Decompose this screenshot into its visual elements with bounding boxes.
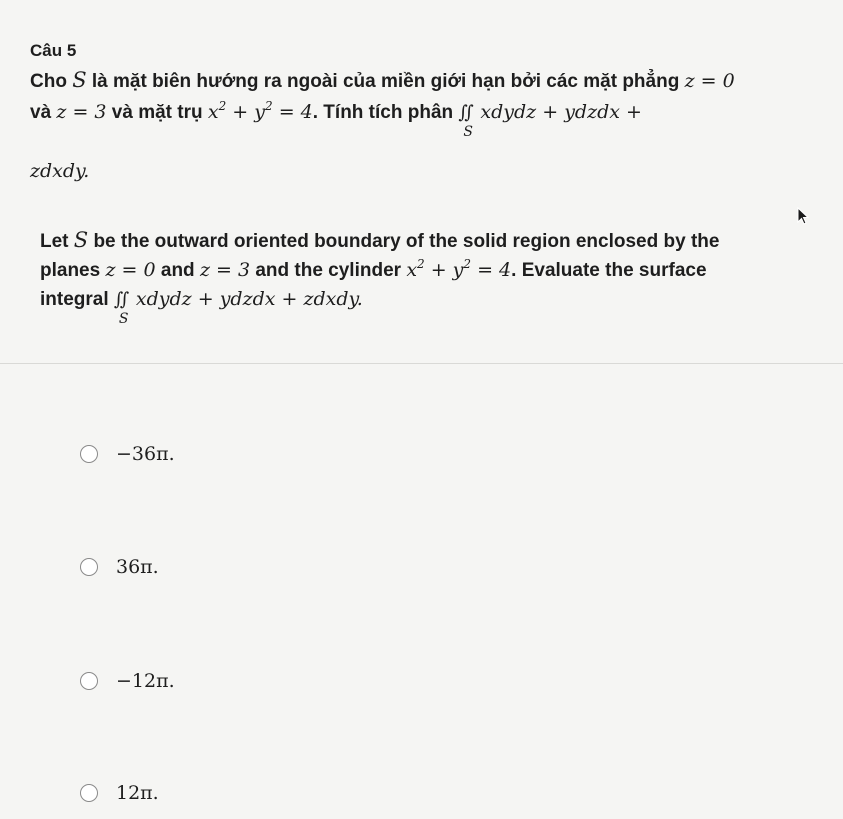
radio-button[interactable] [80, 445, 98, 463]
section-divider [0, 363, 843, 364]
question-vi-line-1: Cho S là mặt biên hướng ra ngoài của miền giới hạn bởi các mặt phẳng z = 0 [30, 68, 735, 92]
answer-option-3[interactable] [80, 670, 175, 692]
answer-option-label: 12π. [116, 782, 159, 804]
question-en-line-3: integral ∬ S xdydz + ydzdx + zdxdy. [40, 288, 363, 327]
surface-integral-symbol: ∬ S [113, 289, 130, 327]
answer-option-4[interactable] [80, 782, 159, 804]
answer-option-label: −36π. [116, 443, 175, 465]
question-en-line-1: Let S be the outward oriented boundary of the solid region enclosed by the [40, 228, 720, 252]
answer-option-label: 36π. [116, 556, 159, 578]
answer-option-1[interactable] [80, 443, 175, 465]
question-vi-line-2: và z = 3 và mặt trụ $x^2 + y^2 = 4$. Tính tích phân ∬ S xdydz + ydzdx + [30, 99, 642, 140]
question-en-line-2: planes z = 0 and z = 3 and the cylinder $x^2 + y^2 = 4$. Evaluate the surface [40, 257, 707, 281]
radio-button[interactable] [80, 672, 98, 690]
radio-button[interactable] [80, 558, 98, 576]
mouse-pointer-icon [796, 207, 810, 225]
question-vi-line-3: zdxdy. [30, 160, 90, 182]
answer-option-label: −12π. [116, 670, 175, 692]
question-number: Câu 5 [30, 41, 77, 60]
radio-button[interactable] [80, 784, 98, 802]
answer-option-2[interactable] [80, 556, 159, 578]
surface-integral-symbol: ∬ S [458, 102, 474, 140]
